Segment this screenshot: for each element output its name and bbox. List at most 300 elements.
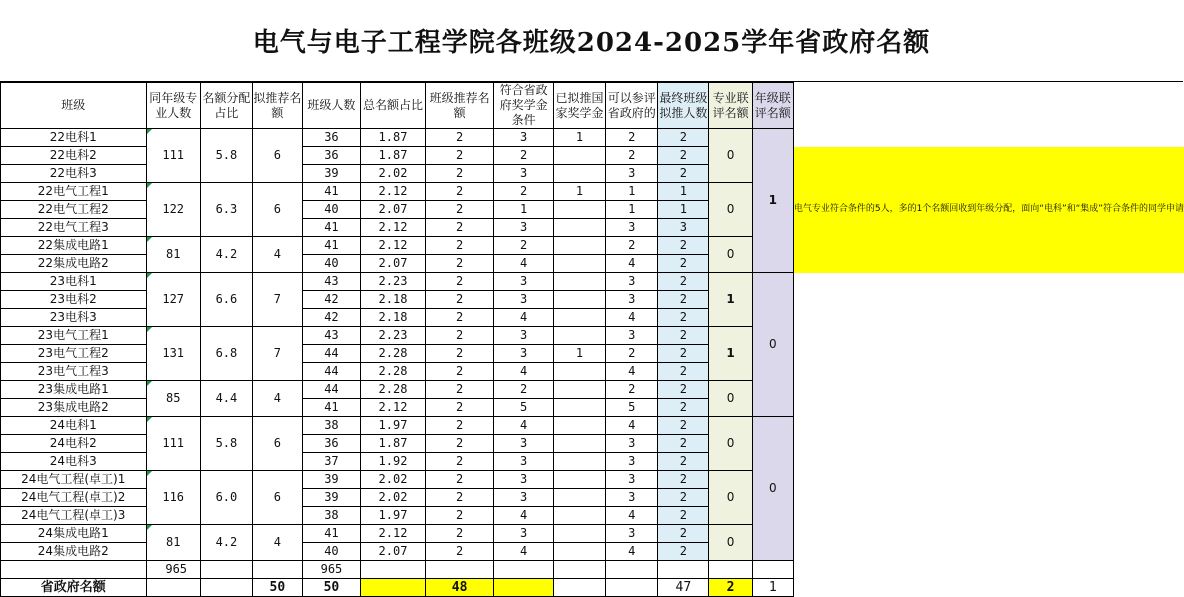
empty-cell[interactable] xyxy=(494,561,554,579)
final-cell[interactable]: 2 xyxy=(658,543,709,561)
eligible-cell[interactable]: 3 xyxy=(494,219,554,237)
table-row xyxy=(1,381,1184,399)
eligible-cell[interactable]: 4 xyxy=(494,507,554,525)
empty-cell xyxy=(793,345,1184,363)
class-size-cell[interactable]: 39 xyxy=(302,471,360,489)
col-header[interactable]: 符合省政府奖学金条件 xyxy=(494,83,554,129)
share-cell[interactable]: 2.07 xyxy=(361,201,426,219)
class-recommend-cell[interactable]: 2 xyxy=(425,273,493,291)
class-size-cell[interactable]: 38 xyxy=(302,507,360,525)
major-total-cell[interactable]: 111 xyxy=(146,417,200,471)
eligible-cell[interactable]: 3 xyxy=(494,471,554,489)
col-header[interactable]: 最终班级拟推人数 xyxy=(658,83,709,129)
class-name-cell[interactable]: 22电科3 xyxy=(1,165,147,183)
final-cell[interactable]: 2 xyxy=(658,327,709,345)
recommend-cell[interactable]: 4 xyxy=(252,381,302,417)
can-apply-cell[interactable]: 5 xyxy=(606,399,658,417)
share-cell[interactable]: 1.87 xyxy=(361,435,426,453)
col-header[interactable]: 可以参评省政府的 xyxy=(606,83,658,129)
recommend-cell[interactable]: 7 xyxy=(252,327,302,381)
col-header[interactable]: 拟推荐名额 xyxy=(252,83,302,129)
class-size-cell[interactable]: 40 xyxy=(302,255,360,273)
can-apply-cell[interactable]: 4 xyxy=(606,507,658,525)
national-cell[interactable] xyxy=(553,435,605,453)
final-cell[interactable]: 2 xyxy=(658,309,709,327)
class-size-cell[interactable]: 42 xyxy=(302,291,360,309)
national-cell[interactable] xyxy=(553,237,605,255)
national-cell[interactable]: 1 xyxy=(553,345,605,363)
empty-cell xyxy=(793,399,1184,417)
class-recommend-cell[interactable]: 2 xyxy=(425,525,493,543)
class-recommend-cell[interactable]: 2 xyxy=(425,471,493,489)
final-cell[interactable]: 2 xyxy=(658,237,709,255)
class-recommend-cell[interactable]: 2 xyxy=(425,129,493,147)
class-name-cell[interactable]: 22集成电路1 xyxy=(1,237,147,255)
total-final[interactable]: 47 xyxy=(658,579,709,597)
eligible-cell[interactable]: 2 xyxy=(494,183,554,201)
national-cell[interactable] xyxy=(553,147,605,165)
class-recommend-cell[interactable]: 2 xyxy=(425,165,493,183)
share-cell[interactable]: 2.28 xyxy=(361,363,426,381)
share-cell[interactable]: 2.12 xyxy=(361,237,426,255)
class-recommend-cell[interactable]: 2 xyxy=(425,345,493,363)
class-size-cell[interactable]: 39 xyxy=(302,489,360,507)
year-joint-cell[interactable]: 0 xyxy=(752,417,793,561)
class-size-cell[interactable]: 38 xyxy=(302,417,360,435)
ratio-cell[interactable]: 4.2 xyxy=(200,237,252,273)
empty-cell[interactable] xyxy=(553,579,605,597)
eligible-cell[interactable]: 3 xyxy=(494,345,554,363)
class-name-cell[interactable]: 24电气工程(卓工)3 xyxy=(1,507,147,525)
class-size-cell[interactable]: 43 xyxy=(302,273,360,291)
highlight-cell[interactable] xyxy=(494,579,554,597)
class-recommend-cell[interactable]: 2 xyxy=(425,489,493,507)
can-apply-cell[interactable]: 3 xyxy=(606,453,658,471)
class-name-cell[interactable]: 23电气工程1 xyxy=(1,327,147,345)
major-joint-cell[interactable]: 1 xyxy=(709,273,752,327)
eligible-cell[interactable]: 1 xyxy=(494,201,554,219)
share-cell[interactable]: 2.02 xyxy=(361,471,426,489)
final-cell[interactable]: 2 xyxy=(658,381,709,399)
national-cell[interactable] xyxy=(553,399,605,417)
ratio-cell[interactable]: 5.8 xyxy=(200,417,252,471)
major-total-sum[interactable]: 965 xyxy=(146,561,200,579)
header-row xyxy=(1,83,1184,129)
class-recommend-cell[interactable]: 2 xyxy=(425,309,493,327)
empty-cell xyxy=(793,543,1184,561)
recommend-cell[interactable]: 6 xyxy=(252,471,302,525)
national-cell[interactable] xyxy=(553,453,605,471)
total-major-joint[interactable]: 2 xyxy=(709,579,752,597)
eligible-cell[interactable]: 4 xyxy=(494,543,554,561)
eligible-cell[interactable]: 2 xyxy=(494,237,554,255)
final-cell[interactable]: 2 xyxy=(658,417,709,435)
final-cell[interactable]: 2 xyxy=(658,489,709,507)
empty-cell[interactable] xyxy=(553,561,605,579)
class-recommend-cell[interactable]: 2 xyxy=(425,363,493,381)
share-cell[interactable]: 2.02 xyxy=(361,489,426,507)
empty-cell[interactable] xyxy=(752,561,793,579)
class-size-cell[interactable]: 36 xyxy=(302,435,360,453)
recommend-cell[interactable]: 6 xyxy=(252,129,302,183)
final-cell[interactable]: 2 xyxy=(658,435,709,453)
national-cell[interactable] xyxy=(553,219,605,237)
empty-cell xyxy=(793,453,1184,471)
national-cell[interactable] xyxy=(553,201,605,219)
class-size-cell[interactable]: 44 xyxy=(302,381,360,399)
national-cell[interactable] xyxy=(553,309,605,327)
eligible-cell[interactable]: 3 xyxy=(494,291,554,309)
national-cell[interactable]: 1 xyxy=(553,183,605,201)
eligible-cell[interactable]: 5 xyxy=(494,399,554,417)
empty-cell xyxy=(793,507,1184,525)
class-size-cell[interactable]: 40 xyxy=(302,543,360,561)
table-row xyxy=(1,273,1184,291)
share-cell[interactable]: 2.23 xyxy=(361,327,426,345)
class-size-cell[interactable]: 44 xyxy=(302,345,360,363)
empty-cell xyxy=(793,579,1184,597)
eligible-cell[interactable]: 3 xyxy=(494,327,554,345)
empty-cell[interactable] xyxy=(200,579,252,597)
can-apply-cell[interactable]: 3 xyxy=(606,291,658,309)
total-class-recommend[interactable]: 48 xyxy=(425,579,493,597)
can-apply-cell[interactable]: 2 xyxy=(606,237,658,255)
eligible-cell[interactable]: 2 xyxy=(494,381,554,399)
national-cell[interactable] xyxy=(553,165,605,183)
recommend-cell[interactable]: 4 xyxy=(252,525,302,561)
ratio-cell[interactable]: 4.2 xyxy=(200,525,252,561)
table-row xyxy=(1,129,1184,147)
can-apply-cell[interactable]: 4 xyxy=(606,309,658,327)
empty-cell xyxy=(793,435,1184,453)
class-name-cell[interactable]: 23集成电路2 xyxy=(1,399,147,417)
can-apply-cell[interactable]: 3 xyxy=(606,327,658,345)
major-joint-cell[interactable]: 0 xyxy=(709,471,752,525)
eligible-cell[interactable]: 2 xyxy=(494,147,554,165)
ratio-cell[interactable]: 6.3 xyxy=(200,183,252,237)
major-joint-cell[interactable]: 0 xyxy=(709,183,752,237)
total-label[interactable]: 省政府名额 xyxy=(1,579,147,597)
recommend-cell[interactable]: 6 xyxy=(252,183,302,237)
share-cell[interactable]: 1.97 xyxy=(361,507,426,525)
can-apply-cell[interactable]: 2 xyxy=(606,381,658,399)
final-cell[interactable]: 2 xyxy=(658,453,709,471)
sum-row xyxy=(1,561,1184,579)
final-cell[interactable]: 2 xyxy=(658,273,709,291)
class-name-cell[interactable]: 23电气工程3 xyxy=(1,363,147,381)
empty-cell xyxy=(793,381,1184,399)
ratio-cell[interactable]: 5.8 xyxy=(200,129,252,183)
total-row xyxy=(1,579,1184,597)
can-apply-cell[interactable]: 2 xyxy=(606,129,658,147)
empty-cell xyxy=(793,291,1184,309)
col-header[interactable]: 班级 xyxy=(1,83,147,129)
empty-cell[interactable] xyxy=(709,561,752,579)
eligible-cell[interactable]: 4 xyxy=(494,363,554,381)
final-cell[interactable]: 2 xyxy=(658,399,709,417)
final-cell[interactable]: 2 xyxy=(658,255,709,273)
major-joint-cell[interactable]: 1 xyxy=(709,327,752,381)
col-header[interactable]: 已拟推国家奖学金 xyxy=(553,83,605,129)
final-cell[interactable]: 2 xyxy=(658,165,709,183)
empty-cell xyxy=(793,561,1184,579)
major-total-cell[interactable]: 81 xyxy=(146,525,200,561)
eligible-cell[interactable]: 3 xyxy=(494,525,554,543)
class-size-cell[interactable]: 42 xyxy=(302,309,360,327)
class-size-cell[interactable]: 39 xyxy=(302,165,360,183)
class-name-cell[interactable]: 24电科1 xyxy=(1,417,147,435)
national-cell[interactable] xyxy=(553,291,605,309)
year-joint-cell[interactable]: 1 xyxy=(752,129,793,273)
empty-cell[interactable] xyxy=(361,561,426,579)
eligible-cell[interactable]: 4 xyxy=(494,255,554,273)
final-cell[interactable]: 1 xyxy=(658,183,709,201)
empty-cell xyxy=(793,327,1184,345)
major-total-cell[interactable]: 131 xyxy=(146,327,200,381)
class-name-cell[interactable]: 22电气工程3 xyxy=(1,219,147,237)
eligible-cell[interactable]: 3 xyxy=(494,489,554,507)
national-cell[interactable] xyxy=(553,381,605,399)
final-cell[interactable]: 1 xyxy=(658,201,709,219)
eligible-cell[interactable]: 3 xyxy=(494,453,554,471)
class-name-cell[interactable]: 23电科3 xyxy=(1,309,147,327)
share-cell[interactable]: 2.07 xyxy=(361,543,426,561)
class-size-cell[interactable]: 41 xyxy=(302,183,360,201)
can-apply-cell[interactable]: 3 xyxy=(606,489,658,507)
major-total-cell[interactable]: 81 xyxy=(146,237,200,273)
share-cell[interactable]: 2.18 xyxy=(361,309,426,327)
total-recommend[interactable]: 50 xyxy=(252,579,302,597)
empty-cell[interactable] xyxy=(425,561,493,579)
class-recommend-cell[interactable]: 2 xyxy=(425,507,493,525)
national-cell[interactable] xyxy=(553,543,605,561)
share-cell[interactable]: 1.87 xyxy=(361,147,426,165)
share-cell[interactable]: 2.28 xyxy=(361,345,426,363)
class-name-cell[interactable]: 24电科2 xyxy=(1,435,147,453)
col-header[interactable]: 班级人数 xyxy=(302,83,360,129)
final-cell[interactable]: 2 xyxy=(658,525,709,543)
share-cell[interactable]: 2.12 xyxy=(361,183,426,201)
class-name-cell[interactable]: 22电气工程2 xyxy=(1,201,147,219)
class-recommend-cell[interactable]: 2 xyxy=(425,255,493,273)
can-apply-cell[interactable]: 3 xyxy=(606,273,658,291)
recommend-cell[interactable]: 7 xyxy=(252,273,302,327)
class-name-cell[interactable]: 24电气工程(卓工)1 xyxy=(1,471,147,489)
major-joint-cell[interactable]: 0 xyxy=(709,237,752,273)
empty-cell[interactable] xyxy=(146,579,200,597)
class-size-cell[interactable]: 41 xyxy=(302,525,360,543)
share-cell[interactable]: 2.02 xyxy=(361,165,426,183)
year-joint-cell[interactable]: 0 xyxy=(752,273,793,417)
page-title: 电气与电子工程学院各班级2024-2025学年省政府名额 xyxy=(252,28,931,58)
empty-cell[interactable] xyxy=(606,579,658,597)
empty-cell[interactable] xyxy=(1,561,147,579)
class-name-cell[interactable]: 24电科3 xyxy=(1,453,147,471)
class-recommend-cell[interactable]: 2 xyxy=(425,183,493,201)
final-cell[interactable]: 3 xyxy=(658,219,709,237)
empty-cell[interactable] xyxy=(252,561,302,579)
class-size-cell[interactable]: 41 xyxy=(302,237,360,255)
national-cell[interactable] xyxy=(553,471,605,489)
table-row xyxy=(1,471,1184,489)
class-name-cell[interactable]: 23集成电路1 xyxy=(1,381,147,399)
class-name-cell[interactable]: 22集成电路2 xyxy=(1,255,147,273)
total-year-joint[interactable]: 1 xyxy=(752,579,793,597)
recommend-cell[interactable]: 6 xyxy=(252,417,302,471)
empty-cell xyxy=(793,83,1184,129)
final-cell[interactable]: 2 xyxy=(658,471,709,489)
eligible-cell[interactable]: 3 xyxy=(494,273,554,291)
eligible-cell[interactable]: 4 xyxy=(494,309,554,327)
major-joint-cell[interactable]: 0 xyxy=(709,417,752,471)
eligible-cell[interactable]: 3 xyxy=(494,129,554,147)
major-total-cell[interactable]: 85 xyxy=(146,381,200,417)
empty-cell xyxy=(793,417,1184,435)
final-cell[interactable]: 2 xyxy=(658,291,709,309)
ratio-cell[interactable]: 6.0 xyxy=(200,471,252,525)
national-cell[interactable] xyxy=(553,489,605,507)
class-recommend-cell[interactable]: 2 xyxy=(425,237,493,255)
class-name-cell[interactable]: 24集成电路1 xyxy=(1,525,147,543)
major-joint-cell[interactable]: 0 xyxy=(709,525,752,561)
empty-cell xyxy=(793,273,1184,291)
empty-cell[interactable] xyxy=(606,561,658,579)
col-header[interactable]: 总名额占比 xyxy=(361,83,426,129)
col-header[interactable]: 名额分配占比 xyxy=(200,83,252,129)
col-header[interactable]: 年级联评名额 xyxy=(752,83,793,129)
table-row xyxy=(1,417,1184,435)
class-recommend-cell[interactable]: 2 xyxy=(425,543,493,561)
eligible-cell[interactable]: 3 xyxy=(494,165,554,183)
class-name-cell[interactable]: 22电科1 xyxy=(1,129,147,147)
national-cell[interactable]: 1 xyxy=(553,129,605,147)
table-row xyxy=(1,525,1184,543)
col-header[interactable]: 同年级专业人数 xyxy=(146,83,200,129)
share-cell[interactable]: 2.28 xyxy=(361,381,426,399)
empty-cell[interactable] xyxy=(658,561,709,579)
recommend-cell[interactable]: 4 xyxy=(252,237,302,273)
class-recommend-cell[interactable]: 2 xyxy=(425,219,493,237)
major-joint-cell[interactable]: 0 xyxy=(709,381,752,417)
empty-cell xyxy=(793,471,1184,489)
empty-cell xyxy=(793,309,1184,327)
class-size-cell[interactable]: 41 xyxy=(302,399,360,417)
class-size-cell[interactable]: 40 xyxy=(302,201,360,219)
can-apply-cell[interactable]: 4 xyxy=(606,543,658,561)
share-cell[interactable]: 2.12 xyxy=(361,525,426,543)
national-cell[interactable] xyxy=(553,273,605,291)
major-total-cell[interactable]: 116 xyxy=(146,471,200,525)
class-size-cell[interactable]: 41 xyxy=(302,219,360,237)
quota-table xyxy=(0,82,1184,597)
share-cell[interactable]: 1.87 xyxy=(361,129,426,147)
highlight-cell[interactable] xyxy=(361,579,426,597)
class-size-sum[interactable]: 965 xyxy=(302,561,360,579)
class-recommend-cell[interactable]: 2 xyxy=(425,453,493,471)
eligible-cell[interactable]: 4 xyxy=(494,417,554,435)
total-class-size[interactable]: 50 xyxy=(302,579,360,597)
class-size-cell[interactable]: 37 xyxy=(302,453,360,471)
class-recommend-cell[interactable]: 2 xyxy=(425,291,493,309)
class-name-cell[interactable]: 24电气工程(卓工)2 xyxy=(1,489,147,507)
share-cell[interactable]: 2.12 xyxy=(361,399,426,417)
share-cell[interactable]: 2.12 xyxy=(361,219,426,237)
share-cell[interactable]: 2.18 xyxy=(361,291,426,309)
class-recommend-cell[interactable]: 2 xyxy=(425,399,493,417)
class-name-cell[interactable]: 22电气工程1 xyxy=(1,183,147,201)
ratio-cell[interactable]: 6.8 xyxy=(200,327,252,381)
class-name-cell[interactable]: 24集成电路2 xyxy=(1,543,147,561)
national-cell[interactable] xyxy=(553,507,605,525)
class-recommend-cell[interactable]: 2 xyxy=(425,435,493,453)
final-cell[interactable]: 2 xyxy=(658,363,709,381)
major-joint-cell[interactable]: 0 xyxy=(709,129,752,183)
class-recommend-cell[interactable]: 2 xyxy=(425,201,493,219)
share-cell[interactable]: 1.92 xyxy=(361,453,426,471)
final-cell[interactable]: 2 xyxy=(658,147,709,165)
class-name-cell[interactable]: 23电气工程2 xyxy=(1,345,147,363)
class-recommend-cell[interactable]: 2 xyxy=(425,327,493,345)
share-cell[interactable]: 2.07 xyxy=(361,255,426,273)
major-total-cell[interactable]: 127 xyxy=(146,273,200,327)
final-cell[interactable]: 2 xyxy=(658,507,709,525)
empty-cell xyxy=(793,363,1184,381)
class-recommend-cell[interactable]: 2 xyxy=(425,417,493,435)
national-cell[interactable] xyxy=(553,417,605,435)
can-apply-cell[interactable]: 4 xyxy=(606,363,658,381)
class-name-cell[interactable]: 23电科2 xyxy=(1,291,147,309)
can-apply-cell[interactable]: 1 xyxy=(606,201,658,219)
share-cell[interactable]: 1.97 xyxy=(361,417,426,435)
col-header[interactable]: 班级推荐名额 xyxy=(425,83,493,129)
class-size-cell[interactable]: 44 xyxy=(302,363,360,381)
col-header[interactable]: 专业联评名额 xyxy=(709,83,752,129)
can-apply-cell[interactable]: 2 xyxy=(606,147,658,165)
final-cell[interactable]: 2 xyxy=(658,345,709,363)
ratio-cell[interactable]: 4.4 xyxy=(200,381,252,417)
ratio-cell[interactable]: 6.6 xyxy=(200,273,252,327)
national-cell[interactable] xyxy=(553,363,605,381)
can-apply-cell[interactable]: 2 xyxy=(606,345,658,363)
share-cell[interactable]: 2.23 xyxy=(361,273,426,291)
can-apply-cell[interactable]: 3 xyxy=(606,525,658,543)
class-size-cell[interactable]: 36 xyxy=(302,129,360,147)
empty-cell xyxy=(793,525,1184,543)
national-cell[interactable] xyxy=(553,255,605,273)
national-cell[interactable] xyxy=(553,525,605,543)
class-name-cell[interactable]: 23电科1 xyxy=(1,273,147,291)
eligible-cell[interactable]: 3 xyxy=(494,435,554,453)
national-cell[interactable] xyxy=(553,327,605,345)
title-row xyxy=(0,0,1183,82)
class-size-cell[interactable]: 36 xyxy=(302,147,360,165)
class-recommend-cell[interactable]: 2 xyxy=(425,381,493,399)
can-apply-cell[interactable]: 1 xyxy=(606,183,658,201)
can-apply-cell[interactable]: 3 xyxy=(606,471,658,489)
empty-cell[interactable] xyxy=(200,561,252,579)
class-name-cell[interactable]: 22电科2 xyxy=(1,147,147,165)
final-cell[interactable]: 2 xyxy=(658,129,709,147)
can-apply-cell[interactable]: 4 xyxy=(606,255,658,273)
major-total-cell[interactable]: 122 xyxy=(146,183,200,237)
major-total-cell[interactable]: 111 xyxy=(146,129,200,183)
can-apply-cell[interactable]: 3 xyxy=(606,165,658,183)
can-apply-cell[interactable]: 3 xyxy=(606,435,658,453)
can-apply-cell[interactable]: 3 xyxy=(606,219,658,237)
can-apply-cell[interactable]: 4 xyxy=(606,417,658,435)
class-size-cell[interactable]: 43 xyxy=(302,327,360,345)
class-recommend-cell[interactable]: 2 xyxy=(425,147,493,165)
